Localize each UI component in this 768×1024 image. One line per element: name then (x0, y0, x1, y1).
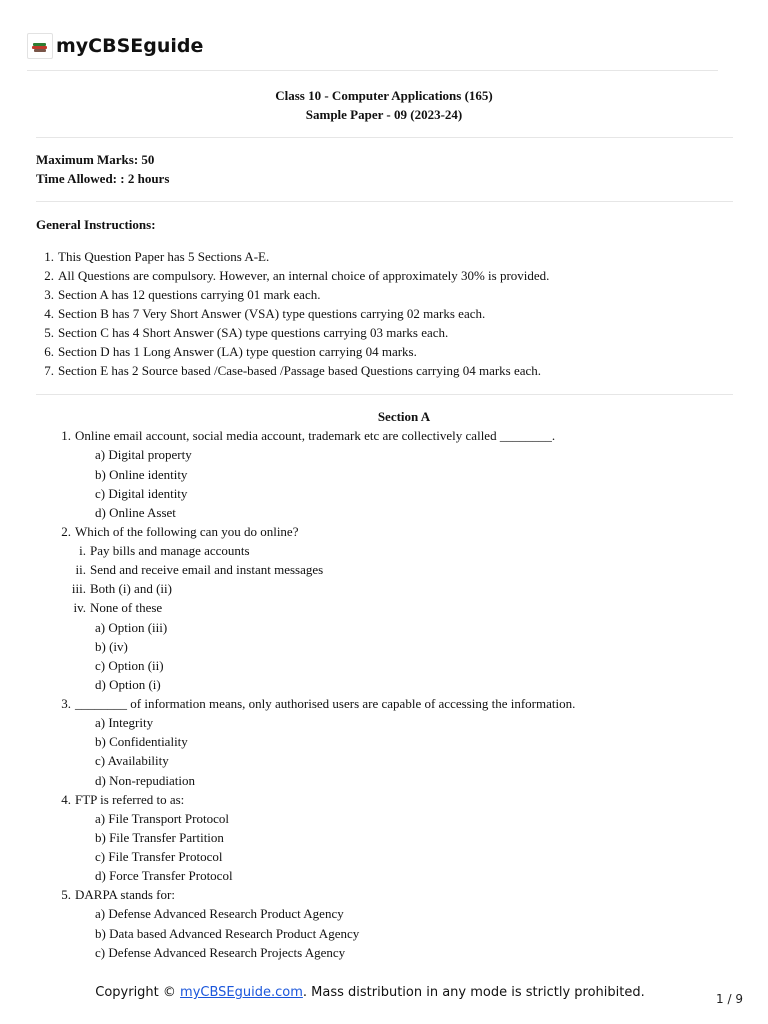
question-5: 5. DARPA stands for: (61, 887, 175, 902)
option: b) Data based Advanced Research Product Agency (95, 926, 360, 941)
divider (36, 394, 733, 395)
site-link[interactable]: myCBSEguide.com (180, 985, 303, 1000)
list-item: ii. Send and receive email and instant messages (75, 562, 324, 577)
list-item: 1. This Question Paper has 5 Sections A-E. (44, 249, 270, 264)
option: c) Availability (95, 753, 169, 768)
option: b) Online identity (95, 467, 188, 482)
question-4: 4. FTP is referred to as: (61, 792, 185, 807)
option: d) Non-repudiation (95, 773, 196, 788)
divider (36, 201, 733, 202)
list-item: 6. Section D has 1 Long Answer (LA) type question carrying 04 marks. (44, 344, 417, 359)
option: b) (iv) (95, 639, 128, 654)
list-item: 7. Section E has 2 Source based /Case-based /Passage based Questions carrying 04 marks each. (44, 363, 542, 378)
list-item: i. Pay bills and manage accounts (79, 543, 250, 558)
question-3: 3. ________ of information means, only authorised users are capable of accessing the information. (61, 696, 576, 711)
divider (36, 137, 733, 138)
option: c) Digital identity (95, 486, 188, 501)
option: a) Option (iii) (95, 620, 168, 635)
brand-logo (27, 33, 203, 59)
maximum-marks: Maximum Marks: 50 (36, 152, 155, 167)
option: b) File Transfer Partition (95, 830, 224, 845)
question-2: 2. Which of the following can you do online? (61, 524, 299, 539)
list-item: iv. None of these (73, 600, 163, 615)
option: d) Online Asset (95, 505, 176, 520)
section-title: Section A (377, 409, 431, 424)
question-1: 1. Online email account, social media account, trademark etc are collectively called ________. (61, 428, 556, 443)
option: d) Option (i) (95, 677, 161, 692)
paper-class: Class 10 - Computer Applications (165) (275, 88, 493, 103)
list-item: iii. Both (i) and (ii) (71, 581, 172, 596)
time-allowed: Time Allowed: : 2 hours (36, 171, 170, 186)
list-item: 3. Section A has 12 questions carrying 01 mark each. (44, 287, 321, 302)
list-item: 2. All Questions are compulsory. However, an internal choice of approximately 30% is provided. (44, 268, 550, 283)
instructions-heading: General Instructions: (36, 217, 156, 232)
page-number: 1 / 9 (716, 992, 743, 1006)
brand-name: myCBSEguide (56, 35, 204, 57)
option: d) Force Transfer Protocol (95, 868, 233, 883)
list-item: 5. Section C has 4 Short Answer (SA) type questions carrying 03 marks each. (44, 325, 449, 340)
copyright-footer: Copyright © myCBSEguide.com. Mass distribution in any mode is strictly prohibited. (95, 985, 645, 1000)
option: c) File Transfer Protocol (95, 849, 223, 864)
option: c) Option (ii) (95, 658, 164, 673)
books-icon (27, 33, 53, 59)
option: a) Defense Advanced Research Product Agency (95, 906, 344, 921)
option: a) File Transport Protocol (95, 811, 229, 826)
option: a) Integrity (95, 715, 154, 730)
divider (27, 70, 718, 71)
paper-title: Sample Paper - 09 (2023-24) (305, 107, 463, 122)
option: b) Confidentiality (95, 734, 188, 749)
list-item: 4. Section B has 7 Very Short Answer (VSA) type questions carrying 02 marks each. (44, 306, 486, 321)
option: c) Defense Advanced Research Projects Agency (95, 945, 346, 960)
option: a) Digital property (95, 447, 192, 462)
